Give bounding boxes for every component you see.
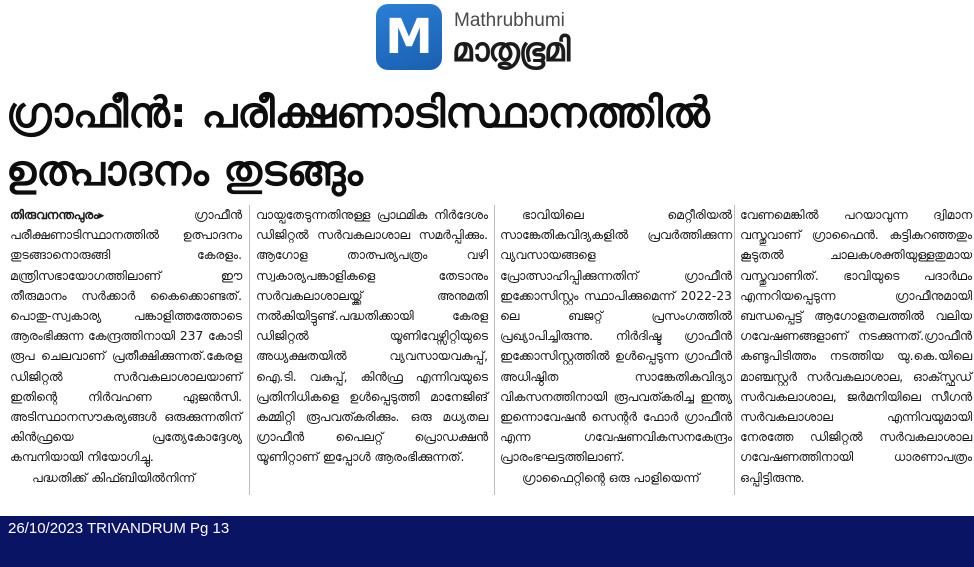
headline-line-1: ഗ്രാഫീൻ: പരീക്ഷണാടിസ്ഥാനത്തിൽ bbox=[6, 88, 710, 137]
column-3-paragraph-1: ഭാവിയിലെ മെറ്റീരിയൽ സാങ്കേതികവിദ്യകളിൽ പ്രവർത്തിക്കുന്ന വ്യവസായങ്ങളെ പ്രോത്സാഹിപ്പിക്കുന്നതിന് ഗ്രാഫീൻ ഇക്കോസിസ്റ്റം സ്ഥാപിക്കുമെന്ന് 2022-23 ലെ ബജറ്റ് പ്രസംഗത്തിൽ പ്രഖ്യാപിച്ചിരുന്നു. നിർദിഷ്ട ഗ്രാഫീൻ ഇക്കോസിസ്റ്റത്തിൽ ഉൾപ്പെടുന്ന ഗ്രാഫീൻ അധിഷ്ഠിത സാങ്കേതികവിദ്യാ വികസനത്തിനായി രൂപവത്കരിച്ച ഇന്ത്യ ഇന്നൊവേഷൻ സെന്റർ ഫോർ ഗ്രാഫീൻ എന്ന ഗവേഷണവികസനകേന്ദ്രം പ്രാരംഭഘട്ടത്തിലാണ്. bbox=[500, 208, 732, 465]
brand-name-malayalam: മാതൃഭൂമി bbox=[452, 30, 570, 69]
column-divider bbox=[494, 205, 495, 495]
brand-name-english: Mathrubhumi bbox=[454, 10, 565, 31]
column-3-paragraph-2: ഗ്രാഫൈറ്റിന്റെ ഒരു പാളിയെന്ന് bbox=[522, 470, 700, 485]
masthead bbox=[376, 4, 666, 72]
dateline-marker: ▸ bbox=[98, 208, 194, 222]
headline bbox=[6, 84, 966, 200]
article-column-3 bbox=[500, 205, 732, 488]
column-divider bbox=[734, 205, 735, 495]
article-column-1 bbox=[10, 205, 242, 488]
article-column-4 bbox=[740, 205, 972, 488]
logo-letter: M bbox=[385, 9, 433, 65]
footer-date-page: 26/10/2023 TRIVANDRUM Pg 13 bbox=[8, 520, 230, 537]
dateline: തിരുവനന്തപുരം bbox=[10, 208, 99, 222]
footer-bar bbox=[0, 516, 974, 567]
mathrubhumi-logo-icon bbox=[376, 4, 442, 70]
column-4-paragraph-1: വേണമെങ്കിൽ പറയാവുന്ന ദ്വിമാന വസ്തുവാണ് ഗ്രാഫൈൻ. കട്ടികുറഞ്ഞതും കൂടുതൽ ചാലകശക്തിയുള്ളതുമായ വസ്തുവാണിത്. ഭാവിയുടെ പദാർഥം എന്നറിയപ്പെടുന്ന ഗ്രാഫീനുമായി ബന്ധപ്പെട്ട് ആഗോളതലത്തിൽ വലിയ ഗവേഷണങ്ങളാണ് നടക്കുന്നത്.ഗ്രാഫീൻ കണ്ടുപിടിത്തം നടത്തിയ യു.കെ.യിലെ മാഞ്ചസ്റ്റർ സർവകലാശാല, ഓക്സ്ഫഡ് സർവകലാശാല, ജർമനിയിലെ സീഗൻ സർവകലാശാല എന്നിവയുമായി നേരത്തേ ഡിജിറ്റൽ സർവകലാശാല ഗവേഷണത്തിനായി ധാരണാപത്രം ഒപ്പിട്ടിരുന്നു. bbox=[740, 208, 972, 485]
article-column-2 bbox=[256, 205, 488, 468]
column-1-paragraph-2: പദ്ധതിക്ക് കിഫ്ബിയിൽനിന്ന് bbox=[32, 470, 196, 485]
column-divider bbox=[249, 205, 250, 495]
headline-line-2: ഉത്പാദനം തുടങ്ങും bbox=[6, 146, 363, 195]
column-2-paragraph-1: വായ്പതേടുന്നതിനുള്ള പ്രാഥമിക നിർദേശം ഡിജിറ്റൽ സർവകലാശാല സമർപ്പിക്കും. ആഗോള താത്പര്യപത്രം വഴി സ്വകാര്യപങ്കാളികളെ തേടാനും സർവകലാശാലയ്ക്ക് അനുമതി നൽകിയിട്ടുണ്ട്.പദ്ധതിക്കായി കേരള ഡിജിറ്റൽ യൂണിവേഴ്സിറ്റിയുടെ അധ്യക്ഷതയിൽ വ്യവസായവകുപ്പ്, ഐ.ടി. വകുപ്പ്, കിൻഫ്ര എന്നിവയുടെ പ്രതിനിധികളെ ഉൾപ്പെടുത്തി മാനേജിങ് കമ്മിറ്റി രൂപവത്കരിക്കും. ഒരു മധ്യതല ഗ്രാഫീൻ പൈലറ്റ് പ്രൊഡക്ഷൻ യൂണിറ്റാണ് ഇപ്പോൾ ആരംഭിക്കുന്നത്. bbox=[256, 208, 488, 465]
column-1-paragraph-1: ഗ്രാഫീൻ പരീക്ഷണാടിസ്ഥാനത്തിൽ ഉത്പാദനം തുടങ്ങാനൊരുങ്ങി കേരളം. മന്ത്രിസഭായോഗത്തിലാണ് ഈ തീരുമാനം സർക്കാർ കൈക്കൊണ്ടത്. പൊതു-സ്വകാര്യ പങ്കാളിത്തത്തോടെ ആരംഭിക്കുന്ന കേന്ദ്രത്തിനായി 237 കോടി രൂപ ചെലവാണ് പ്രതീക്ഷിക്കുന്നത്.കേരള ഡിജിറ്റൽ സർവകലാശാലയാണ് ഇതിന്റെ നിർവഹണ ഏജൻസി. അടിസ്ഥാനസൗകര്യങ്ങൾ ഒരുക്കുന്നതിന് കിൻഫ്രയെ പ്രത്യേകോദ്ദേശ്യ കമ്പനിയായി നിയോഗിച്ചു. bbox=[10, 208, 242, 465]
